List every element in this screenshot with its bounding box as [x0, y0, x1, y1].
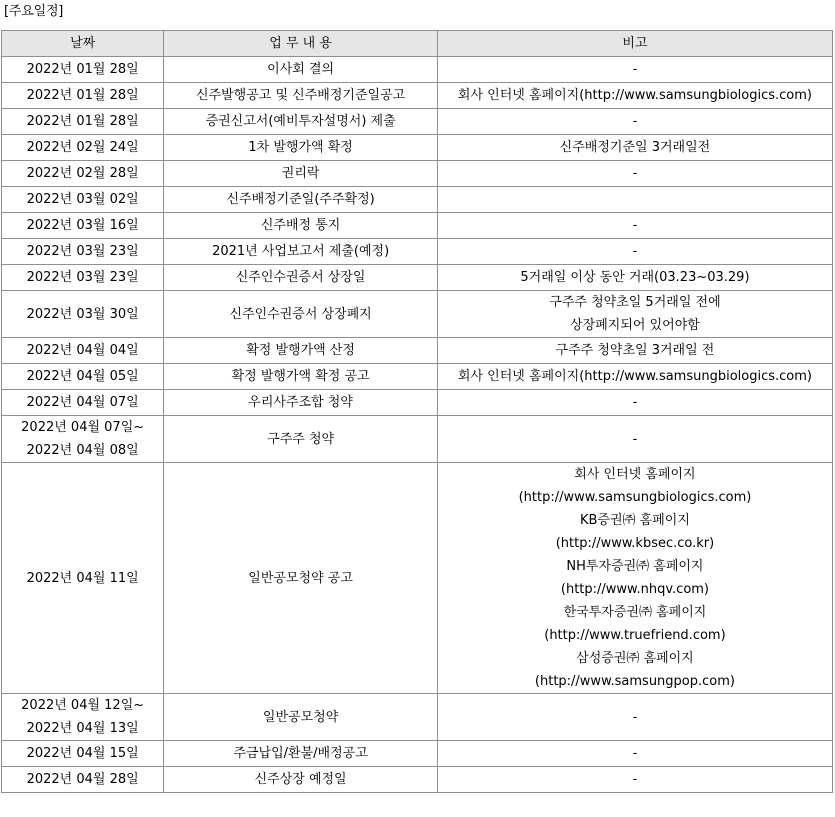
schedule-row: [2, 416, 833, 463]
date-cell-line: 2022년 04월 08일: [26, 443, 139, 458]
task-cell: 일반공모청약: [164, 694, 438, 741]
date-cell: [2, 767, 164, 793]
date-cell-line: 2022년 04월 15일: [26, 746, 139, 761]
task-cell: 확정 발행가액 확정 공고: [164, 364, 438, 390]
date-cell-line: 2022년 03월 23일: [26, 270, 139, 285]
date-cell-line: 2022년 03월 16일: [26, 218, 139, 233]
date-cell-line: 2022년 04월 12일~: [21, 698, 145, 713]
schedule-row: [2, 265, 833, 291]
date-cell-line: 2022년 03월 23일: [26, 244, 139, 259]
note-cell: [437, 135, 832, 161]
note-cell: [437, 109, 832, 135]
note-cell-line: -: [632, 709, 638, 725]
task-cell: 1차 발행가액 확정: [164, 135, 438, 161]
note-cell: [437, 161, 832, 187]
date-cell-line: 2022년 02월 28일: [26, 166, 139, 181]
note-cell: [437, 291, 832, 338]
note-cell: [437, 239, 832, 265]
date-cell: [2, 291, 164, 338]
schedule-row: [2, 161, 833, 187]
date-cell: [2, 161, 164, 187]
note-cell: [437, 390, 832, 416]
note-cell: [437, 463, 832, 694]
schedule-row: [2, 338, 833, 364]
note-cell-line: 구주주 청약초일 3거래일 전: [555, 343, 715, 358]
date-cell-line: 2022년 04월 28일: [26, 772, 139, 787]
note-cell-line: -: [632, 166, 638, 181]
date-cell: [2, 57, 164, 83]
note-cell-line: 5거래일 이상 동안 거래(03.23~03.29): [520, 270, 750, 285]
date-cell: [2, 338, 164, 364]
date-cell: [2, 364, 164, 390]
note-cell: [437, 83, 832, 109]
note-cell-line: KB증권㈜ 홈페이지: [579, 513, 690, 528]
note-cell-line: -: [632, 431, 638, 447]
schedule-row: [2, 694, 833, 741]
schedule-row: [2, 291, 833, 338]
date-cell-line: 2022년 04월 05일: [26, 369, 139, 384]
date-cell-line: 2022년 04월 04일: [26, 343, 139, 358]
schedule-row: [2, 57, 833, 83]
note-cell: [437, 364, 832, 390]
schedule-row: [2, 741, 833, 767]
date-cell: [2, 741, 164, 767]
task-cell: 2021년 사업보고서 제출(예정): [164, 239, 438, 265]
note-cell-line: -: [632, 772, 638, 787]
task-cell: 신주상장 예정일: [164, 767, 438, 793]
note-cell: [437, 767, 832, 793]
date-cell: [2, 265, 164, 291]
note-cell: [437, 213, 832, 239]
task-cell: 권리락: [164, 161, 438, 187]
task-cell: 구주주 청약: [164, 416, 438, 463]
date-cell: [2, 239, 164, 265]
task-cell: 주금납입/환불/배정공고: [164, 741, 438, 767]
task-cell: 우리사주조합 청약: [164, 390, 438, 416]
task-cell: 신주발행공고 및 신주배정기준일공고: [164, 83, 438, 109]
note-cell: [437, 741, 832, 767]
date-cell-line: 2022년 04월 11일: [26, 570, 139, 586]
note-cell-line: (http://www.kbsec.co.kr): [555, 536, 715, 551]
task-cell: 증권신고서(예비투자설명서) 제출: [164, 109, 438, 135]
note-cell-line: 회사 인터넷 홈페이지: [574, 467, 696, 482]
date-cell-line: 2022년 04월 07일: [26, 395, 139, 410]
date-cell: [2, 135, 164, 161]
note-cell-line: (http://www.truefriend.com): [544, 628, 726, 643]
caption: [주요일정]: [4, 4, 64, 19]
note-cell: [437, 265, 832, 291]
note-cell-line: 신주배정기준일 3거래일전: [559, 140, 711, 155]
date-cell-line: 2022년 01월 28일: [26, 114, 139, 129]
task-cell: 신주배정 통지: [164, 213, 438, 239]
note-cell: [437, 338, 832, 364]
schedule-row: [2, 767, 833, 793]
task-cell: 신주인수권증서 상장폐지: [164, 291, 438, 338]
note-cell-line: -: [632, 395, 638, 410]
task-cell: 일반공모청약 공고: [164, 463, 438, 694]
note-cell-line: 한국투자증권㈜ 홈페이지: [563, 605, 707, 620]
date-cell: [2, 109, 164, 135]
date-cell-line: 2022년 02월 24일: [26, 140, 139, 155]
schedule-row: [2, 109, 833, 135]
note-cell: [437, 416, 832, 463]
date-cell: [2, 83, 164, 109]
date-cell: [2, 463, 164, 694]
note-cell: [437, 187, 832, 213]
date-cell-line: 2022년 04월 13일: [26, 721, 139, 736]
schedule-body: [2, 57, 833, 793]
schedule-table: [1, 30, 833, 793]
task-cell: 이사회 결의: [164, 57, 438, 83]
note-cell-line: 회사 인터넷 홈페이지(http://www.samsungbiologics.com): [457, 88, 812, 103]
header-date: 날짜: [2, 31, 164, 57]
note-cell-line: (http://www.samsungpop.com): [534, 674, 735, 689]
header-task: 업 무 내 용: [164, 31, 438, 57]
note-cell-line: -: [632, 218, 638, 233]
note-cell-line: (http://www.samsungbiologics.com): [518, 490, 752, 505]
schedule-row: [2, 187, 833, 213]
date-cell-line: 2022년 03월 30일: [26, 306, 139, 322]
date-cell: [2, 416, 164, 463]
note-cell: [437, 57, 832, 83]
date-cell-line: 2022년 04월 07일~: [21, 420, 145, 435]
note-cell-line: NH투자증권㈜ 홈페이지: [566, 559, 704, 574]
note-cell-line: -: [632, 244, 638, 259]
date-cell-line: 2022년 01월 28일: [26, 62, 139, 77]
note-cell-line: 삼성증권㈜ 홈페이지: [576, 651, 694, 666]
task-cell: 신주인수권증서 상장일: [164, 265, 438, 291]
task-cell: 신주배정기준일(주주확정): [164, 187, 438, 213]
note-cell-line: -: [632, 114, 638, 129]
note-cell-line: -: [632, 62, 638, 77]
note-cell-line: 구주주 청약초일 5거래일 전에: [549, 295, 721, 310]
date-cell-line: 2022년 03월 02일: [26, 192, 139, 207]
note-cell: [437, 694, 832, 741]
schedule-row: [2, 83, 833, 109]
note-cell-line: 상장폐지되어 있어야함: [570, 318, 700, 333]
schedule-row: [2, 463, 833, 694]
date-cell: [2, 694, 164, 741]
date-cell: [2, 213, 164, 239]
schedule-row: [2, 364, 833, 390]
task-cell: 확정 발행가액 산정: [164, 338, 438, 364]
schedule-row: [2, 239, 833, 265]
schedule-row: [2, 135, 833, 161]
note-cell-line: (http://www.nhqv.com): [560, 582, 710, 597]
header-row: [2, 31, 833, 57]
date-cell: [2, 390, 164, 416]
schedule-row: [2, 390, 833, 416]
note-cell-line: -: [632, 746, 638, 761]
date-cell-line: 2022년 01월 28일: [26, 88, 139, 103]
date-cell: [2, 187, 164, 213]
note-cell-line: 회사 인터넷 홈페이지(http://www.samsungbiologics.com): [457, 369, 812, 384]
schedule-row: [2, 213, 833, 239]
header-note: 비고: [437, 31, 832, 57]
